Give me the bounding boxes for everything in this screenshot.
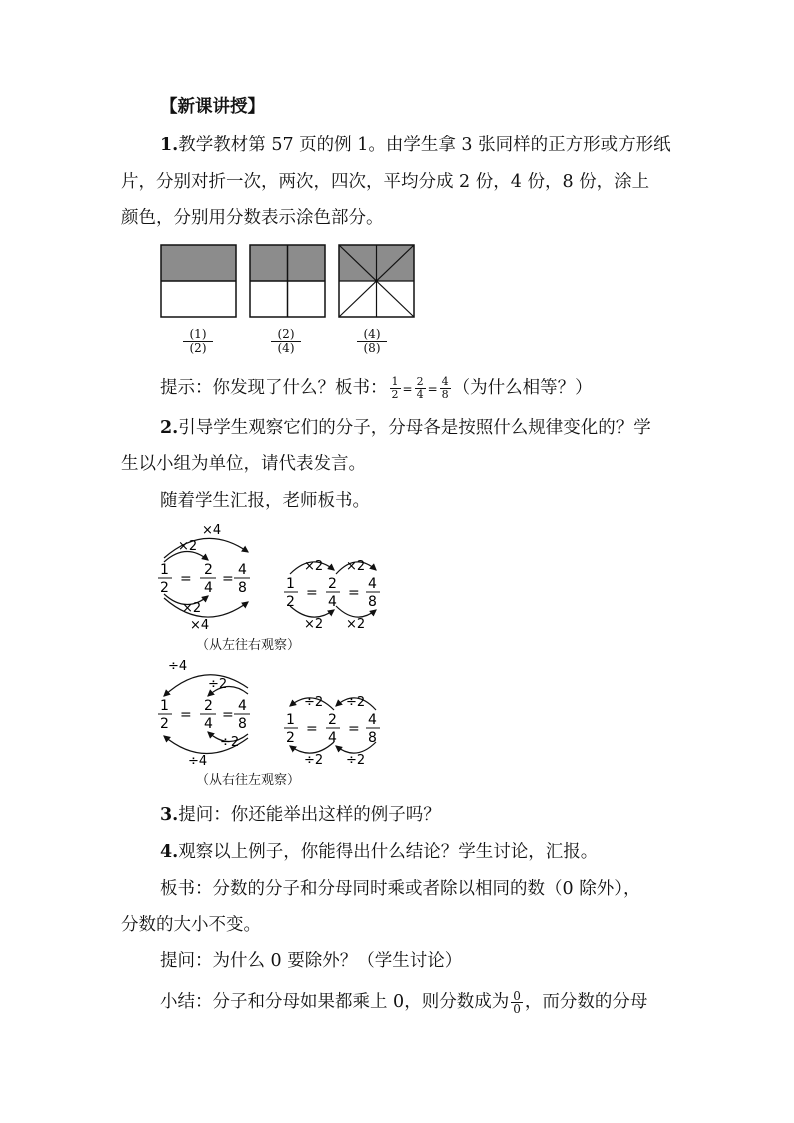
divide-step-frac1-den: 2 (286, 730, 295, 746)
hint-fraction-3: $\frac{4}{8}$ (441, 375, 449, 401)
summary-suffix: ，而分数的分母 (524, 992, 648, 1012)
hint-fraction-2: $\frac{2}{4}$ (416, 375, 424, 401)
multiply-frac3-den: 8 (238, 580, 247, 596)
multiply-group-steps (284, 559, 380, 632)
divide-group-steps (284, 695, 380, 768)
paragraph-3-text: 提问：你还能举出这样的例子吗？ (178, 805, 441, 825)
multiply-step-frac2-num: 2 (328, 576, 337, 592)
divide-diagram (150, 658, 400, 770)
question-line: 提问：为什么 0 要除外？（学生讨论） (160, 951, 463, 971)
summary-fraction: $\frac{0}{0}$ (513, 989, 521, 1016)
square-label-1: (1) (2) (183, 328, 213, 355)
board-line-2: 分数的大小不变。 (121, 915, 261, 935)
hint-line (160, 376, 593, 401)
divide-frac1-den: 2 (160, 716, 169, 732)
multiply-diagram (150, 522, 400, 634)
multiply-step-frac1-num: 1 (286, 576, 295, 592)
divide-op-d2-bottom: ÷2 (220, 735, 240, 750)
paragraph-4-text: 观察以上例子，你能得出什么结论？学生讨论，汇报。 (178, 842, 599, 862)
divide-step-op-3: ÷2 (304, 753, 324, 768)
square-halves (161, 245, 236, 317)
hint-fraction-1: $\frac{1}{2}$ (391, 375, 399, 401)
multiply-frac3-num: 4 (238, 562, 247, 578)
folded-squares-figure (158, 242, 458, 322)
divide-step-frac1-num: 1 (286, 712, 295, 728)
divide-step-frac3-num: 4 (368, 712, 377, 728)
summary-line (160, 990, 647, 1015)
paragraph-2-line-2: 生以小组为单位，请代表发言。 (121, 454, 366, 474)
paragraph-1-line-1 (160, 133, 671, 157)
square-label-2: (2) (4) (271, 328, 301, 355)
multiply-step-frac1-den: 2 (286, 594, 295, 610)
multiply-group-chain (158, 523, 250, 633)
divide-op-d2-top: ÷2 (208, 677, 228, 692)
multiply-frac2-den: 4 (204, 580, 213, 596)
report-line: 随着学生汇报，老师板书。 (160, 491, 370, 511)
multiply-op-x2-top: ×2 (178, 539, 198, 554)
multiply-step-op-4: ×2 (346, 617, 366, 632)
multiply-eq-1: = (180, 571, 192, 587)
divide-frac2-num: 2 (204, 698, 213, 714)
hint-prefix: 提示：你发现了什么？板书： (160, 378, 388, 398)
multiply-step-op-1: ×2 (304, 559, 324, 574)
divide-step-frac3-den: 8 (368, 730, 377, 746)
multiply-step-frac2-den: 4 (328, 594, 337, 610)
multiply-op-x4-bottom: ×4 (190, 618, 210, 633)
divide-step-op-4: ÷2 (346, 753, 366, 768)
divide-eq-2: = (222, 707, 234, 723)
divide-frac1-num: 1 (160, 698, 169, 714)
paragraph-2-line-1 (160, 416, 651, 440)
multiply-frac1-num: 1 (160, 562, 169, 578)
divide-step-eq-1: = (306, 721, 318, 737)
caption-left-to-right: （从左往右观察） (196, 638, 301, 653)
divide-step-frac2-num: 2 (328, 712, 337, 728)
multiply-step-frac3-den: 8 (368, 594, 377, 610)
paragraph-2-number: 2. (160, 418, 179, 438)
divide-frac3-den: 8 (238, 716, 247, 732)
paragraph-4-number: 4. (160, 842, 179, 862)
summary-prefix: 小结：分子和分母如果都乘上 0，则分数成为 (160, 992, 510, 1012)
divide-frac2-den: 4 (204, 716, 213, 732)
divide-step-frac2-den: 4 (328, 730, 337, 746)
hint-suffix: （为什么相等？） (452, 378, 593, 398)
multiply-step-op-2: ×2 (346, 559, 366, 574)
section-title: 【新课讲授】 (160, 97, 265, 117)
divide-step-eq-2: = (348, 721, 360, 737)
multiply-frac2-num: 2 (204, 562, 213, 578)
multiply-step-op-3: ×2 (304, 617, 324, 632)
square-eighths (339, 245, 414, 317)
divide-op-d4-top: ÷4 (168, 659, 188, 674)
square-quarters (250, 245, 325, 317)
paragraph-3 (160, 803, 441, 827)
paragraph-2-text: 引导学生观察它们的分子，分母各是按照什么规律变化的？学 (178, 418, 651, 438)
hint-eq-2: = (427, 382, 438, 396)
paragraph-1-line-2: 片，分别对折一次，两次，四次，平均分成 2 份，4 份，8 份，涂上 (121, 172, 650, 192)
divide-step-op-2: ÷2 (346, 695, 366, 710)
divide-eq-1: = (180, 707, 192, 723)
multiply-step-eq-1: = (306, 585, 318, 601)
multiply-op-x2-bottom: ×2 (182, 601, 202, 616)
multiply-step-eq-2: = (348, 585, 360, 601)
paragraph-4 (160, 840, 598, 864)
paragraph-1-text: 教学教材第 57 页的例 1。由学生拿 3 张同样的正方形或方形纸 (178, 135, 671, 155)
divide-group-chain (158, 659, 250, 769)
divide-frac3-num: 4 (238, 698, 247, 714)
multiply-step-frac3-num: 4 (368, 576, 377, 592)
square-label-3: (4) (8) (357, 328, 387, 355)
divide-op-d4-bottom: ÷4 (188, 754, 208, 769)
paragraph-1-number: 1. (160, 135, 179, 155)
board-line-1: 板书：分数的分子和分母同时乘或者除以相同的数（0 除外）， (160, 879, 641, 899)
hint-eq-1: = (402, 382, 413, 396)
divide-step-op-1: ÷2 (304, 695, 324, 710)
multiply-eq-2: = (222, 571, 234, 587)
caption-right-to-left: （从右往左观察） (196, 773, 301, 788)
multiply-frac1-den: 2 (160, 580, 169, 596)
paragraph-3-number: 3. (160, 805, 179, 825)
paragraph-1-line-3: 颜色，分别用分数表示涂色部分。 (121, 208, 384, 228)
multiply-op-x4-top: ×4 (202, 523, 222, 538)
